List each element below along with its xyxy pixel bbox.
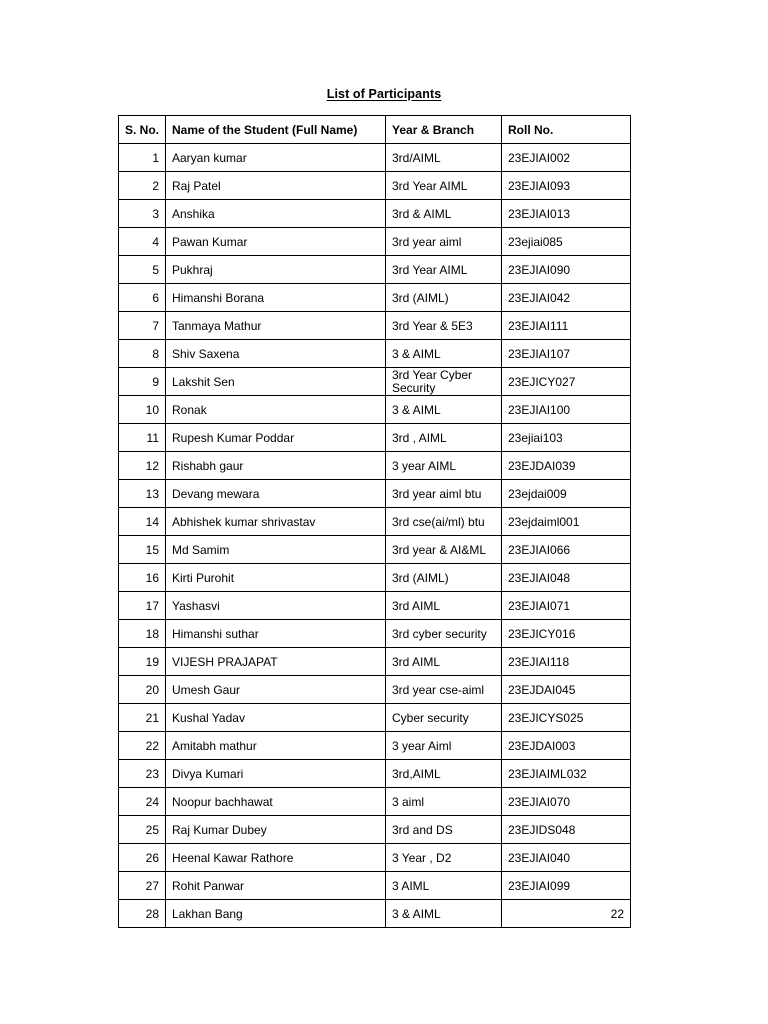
cell-sno: 21: [119, 704, 166, 732]
cell-student-name: Lakshit Sen: [166, 368, 386, 396]
cell-student-name: Md Samim: [166, 536, 386, 564]
cell-roll-no: 23EJIAI090: [502, 256, 631, 284]
cell-year-branch: 3rd year aiml btu: [386, 480, 502, 508]
table-row: [119, 340, 631, 368]
cell-roll-no: 23EJIAI107: [502, 340, 631, 368]
cell-student-name: Anshika: [166, 200, 386, 228]
header-name: Name of the Student (Full Name): [166, 116, 386, 144]
cell-student-name: Pawan Kumar: [166, 228, 386, 256]
cell-year-branch: 3rd , AIML: [386, 424, 502, 452]
cell-sno: 12: [119, 452, 166, 480]
table-row: [119, 452, 631, 480]
table-row: [119, 844, 631, 872]
table-row: [119, 228, 631, 256]
cell-sno: 19: [119, 648, 166, 676]
cell-year-branch: 3rd and DS: [386, 816, 502, 844]
cell-year-branch: Cyber security: [386, 704, 502, 732]
cell-year-branch: 3 & AIML: [386, 340, 502, 368]
cell-roll-no: 23EJIAI100: [502, 396, 631, 424]
cell-roll-no: 23EJIDS048: [502, 816, 631, 844]
cell-year-branch: 3rd Year Cyber Security: [386, 368, 502, 396]
cell-sno: 16: [119, 564, 166, 592]
cell-student-name: Himanshi Borana: [166, 284, 386, 312]
table-row: [119, 396, 631, 424]
cell-student-name: Rishabh gaur: [166, 452, 386, 480]
cell-sno: 18: [119, 620, 166, 648]
cell-sno: 22: [119, 732, 166, 760]
table-row: [119, 256, 631, 284]
cell-year-branch: 3rd Year AIML: [386, 256, 502, 284]
cell-student-name: Divya Kumari: [166, 760, 386, 788]
cell-sno: 24: [119, 788, 166, 816]
cell-year-branch: 3rd (AIML): [386, 284, 502, 312]
cell-roll-no: 23ejiai103: [502, 424, 631, 452]
cell-year-branch: 3 Year , D2: [386, 844, 502, 872]
cell-year-branch: 3 & AIML: [386, 900, 502, 928]
cell-roll-no: 23EJDAI039: [502, 452, 631, 480]
cell-year-branch: 3rd Year & 5E3: [386, 312, 502, 340]
cell-sno: 26: [119, 844, 166, 872]
cell-year-branch: 3rd (AIML): [386, 564, 502, 592]
table-row: [119, 816, 631, 844]
document-title: List of Participants: [326, 87, 442, 101]
header-sno: S. No.: [119, 116, 166, 144]
cell-sno: 1: [119, 144, 166, 172]
cell-roll-no: 23EJICY016: [502, 620, 631, 648]
participants-table: [118, 115, 631, 928]
cell-roll-no: 23EJIAI071: [502, 592, 631, 620]
cell-year-branch: 3rd cyber security: [386, 620, 502, 648]
cell-roll-no: 23EJIAI070: [502, 788, 631, 816]
table-row: [119, 368, 631, 396]
table-row: [119, 648, 631, 676]
table-row: [119, 872, 631, 900]
cell-sno: 2: [119, 172, 166, 200]
cell-sno: 27: [119, 872, 166, 900]
cell-student-name: Rupesh Kumar Poddar: [166, 424, 386, 452]
cell-year-branch: 3rd year cse-aiml: [386, 676, 502, 704]
cell-roll-no: 23EJICYS025: [502, 704, 631, 732]
cell-year-branch: 3rd AIML: [386, 648, 502, 676]
cell-year-branch: 3 & AIML: [386, 396, 502, 424]
cell-sno: 7: [119, 312, 166, 340]
header-year-branch: Year & Branch: [386, 116, 502, 144]
table-row: [119, 480, 631, 508]
cell-student-name: Tanmaya Mathur: [166, 312, 386, 340]
cell-student-name: VIJESH PRAJAPAT: [166, 648, 386, 676]
cell-year-branch: 3 AIML: [386, 872, 502, 900]
table-row: [119, 536, 631, 564]
cell-year-branch: 3rd & AIML: [386, 200, 502, 228]
table-row: [119, 564, 631, 592]
cell-student-name: Shiv Saxena: [166, 340, 386, 368]
cell-sno: 25: [119, 816, 166, 844]
cell-student-name: Amitabh mathur: [166, 732, 386, 760]
table-row: [119, 900, 631, 928]
cell-student-name: Umesh Gaur: [166, 676, 386, 704]
cell-student-name: Aaryan kumar: [166, 144, 386, 172]
cell-student-name: Himanshi suthar: [166, 620, 386, 648]
cell-roll-no: 22: [502, 900, 631, 928]
cell-year-branch: 3rd AIML: [386, 592, 502, 620]
cell-year-branch: 3rd/AIML: [386, 144, 502, 172]
cell-student-name: Noopur bachhawat: [166, 788, 386, 816]
cell-student-name: Pukhraj: [166, 256, 386, 284]
table-row: [119, 172, 631, 200]
table-row: [119, 592, 631, 620]
table-row: [119, 732, 631, 760]
cell-student-name: Devang mewara: [166, 480, 386, 508]
cell-roll-no: 23EJIAI002: [502, 144, 631, 172]
cell-sno: 4: [119, 228, 166, 256]
cell-sno: 6: [119, 284, 166, 312]
cell-sno: 28: [119, 900, 166, 928]
cell-roll-no: 23EJIAI118: [502, 648, 631, 676]
cell-student-name: Yashasvi: [166, 592, 386, 620]
table-row: [119, 144, 631, 172]
header-roll-no: Roll No.: [502, 116, 631, 144]
cell-roll-no: 23EJIAIML032: [502, 760, 631, 788]
cell-roll-no: 23EJIAI099: [502, 872, 631, 900]
cell-student-name: Kushal Yadav: [166, 704, 386, 732]
cell-year-branch: 3rd Year AIML: [386, 172, 502, 200]
table-row: [119, 760, 631, 788]
cell-year-branch: 3 year Aiml: [386, 732, 502, 760]
table-row: [119, 424, 631, 452]
table-row: [119, 312, 631, 340]
cell-student-name: Raj Kumar Dubey: [166, 816, 386, 844]
cell-year-branch: 3 year AIML: [386, 452, 502, 480]
cell-sno: 17: [119, 592, 166, 620]
cell-roll-no: 23EJDAI003: [502, 732, 631, 760]
cell-sno: 14: [119, 508, 166, 536]
cell-sno: 10: [119, 396, 166, 424]
cell-year-branch: 3rd year & AI&ML: [386, 536, 502, 564]
cell-sno: 5: [119, 256, 166, 284]
cell-roll-no: 23EJDAI045: [502, 676, 631, 704]
table-row: [119, 676, 631, 704]
cell-roll-no: 23EJIAI093: [502, 172, 631, 200]
table-row: [119, 508, 631, 536]
cell-student-name: Rohit Panwar: [166, 872, 386, 900]
cell-student-name: Abhishek kumar shrivastav: [166, 508, 386, 536]
cell-sno: 15: [119, 536, 166, 564]
cell-sno: 8: [119, 340, 166, 368]
table-body: [119, 144, 631, 928]
cell-year-branch: 3 aiml: [386, 788, 502, 816]
cell-sno: 13: [119, 480, 166, 508]
cell-roll-no: 23EJICY027: [502, 368, 631, 396]
table-row: [119, 620, 631, 648]
table-row: [119, 788, 631, 816]
cell-student-name: Raj Patel: [166, 172, 386, 200]
cell-student-name: Lakhan Bang: [166, 900, 386, 928]
cell-student-name: Heenal Kawar Rathore: [166, 844, 386, 872]
cell-roll-no: 23EJIAI111: [502, 312, 631, 340]
table-header-row: [119, 116, 631, 144]
cell-sno: 9: [119, 368, 166, 396]
table-row: [119, 704, 631, 732]
cell-roll-no: 23EJIAI013: [502, 200, 631, 228]
cell-roll-no: 23ejdaiml001: [502, 508, 631, 536]
cell-roll-no: 23EJIAI048: [502, 564, 631, 592]
cell-sno: 23: [119, 760, 166, 788]
cell-year-branch: 3rd year aiml: [386, 228, 502, 256]
cell-roll-no: 23ejiai085: [502, 228, 631, 256]
cell-year-branch: 3rd cse(ai/ml) btu: [386, 508, 502, 536]
cell-student-name: Ronak: [166, 396, 386, 424]
cell-sno: 11: [119, 424, 166, 452]
cell-roll-no: 23EJIAI066: [502, 536, 631, 564]
cell-sno: 3: [119, 200, 166, 228]
table-row: [119, 200, 631, 228]
cell-roll-no: 23EJIAI040: [502, 844, 631, 872]
cell-sno: 20: [119, 676, 166, 704]
cell-roll-no: 23ejdai009: [502, 480, 631, 508]
cell-roll-no: 23EJIAI042: [502, 284, 631, 312]
cell-student-name: Kirti Purohit: [166, 564, 386, 592]
cell-year-branch: 3rd,AIML: [386, 760, 502, 788]
table-row: [119, 284, 631, 312]
